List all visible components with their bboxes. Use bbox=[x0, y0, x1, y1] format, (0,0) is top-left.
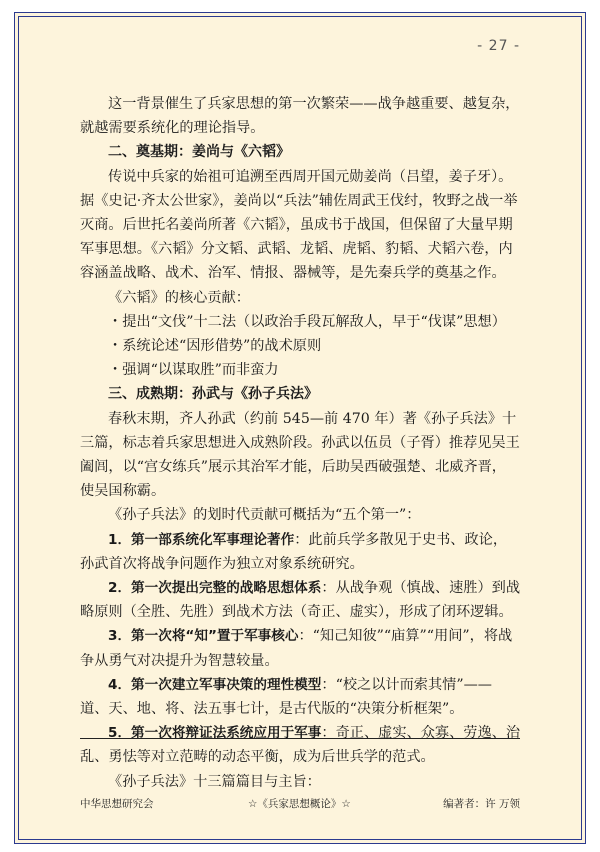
footer-book-title: ☆《兵家思想概论》☆ bbox=[248, 798, 351, 810]
numbered-item-title: 2．第一次提出完整的战略思想体系 bbox=[108, 580, 322, 597]
numbered-item-text: ：“校之以计而索其情”——道、天、地、将、法五事七计，是古代版的“决策分析框架”。 bbox=[80, 676, 492, 718]
footer-author: 编著者：许 万领 bbox=[443, 798, 520, 810]
paragraph-liutao-contrib: 《六韬》的核心贡献： bbox=[108, 289, 250, 306]
numbered-item-title: 5．第一次将辩证法系统应用于军事 bbox=[108, 725, 322, 742]
bullet-item: ・强调“以谋取胜”而非蛮力 bbox=[108, 362, 279, 379]
numbered-item-1 bbox=[80, 528, 520, 576]
numbered-item-2 bbox=[80, 576, 520, 624]
paragraph-intro: 这一背景催生了兵家思想的第一次繁荣——战争越重要、越复杂，就越需要系统化的理论指导。 bbox=[80, 96, 520, 137]
numbered-item-5 bbox=[80, 721, 520, 769]
section-heading-3: 三、成熟期：孙武与《孙子兵法》 bbox=[108, 386, 318, 403]
numbered-item-text: ：此前兵学多散见于史书、政论，孙武首次将战争问题作为独立对象系统研究。 bbox=[80, 531, 508, 572]
numbered-item-text: ：从战争观（慎战、速胜）到战略原则（全胜、先胜）到战术方法（奇正、虚实），形成了闭环逻辑。 bbox=[80, 580, 521, 621]
divider-line bbox=[80, 738, 520, 739]
numbered-item-text: ：“知己知彼”“庙算”“用间”，将战争从勇气对决提升为智慧较量。 bbox=[80, 628, 513, 669]
bullet-item: ・提出“文伐”十二法（以政治手段瓦解敌人，早于“伐谋”思想） bbox=[108, 313, 506, 330]
paragraph-five-firsts: 《孙子兵法》的划时代贡献可概括为“五个第一”： bbox=[108, 507, 421, 524]
numbered-item-title: 4．第一次建立军事决策的理性模型 bbox=[108, 676, 322, 693]
page-number: - 27 - bbox=[477, 38, 520, 54]
numbered-item-text: ：奇正、虚实、众寡、劳逸、治乱、勇怯等对立范畴的动态平衡，成为后世兵学的范式。 bbox=[80, 725, 521, 766]
numbered-item-4 bbox=[80, 673, 520, 721]
paragraph-jiangshang: 传说中兵家的始祖可追溯至西周开国元勋姜尚（吕望，姜子牙）。据《史记·齐太公世家》，姜尚以“兵法”辅佐周武王伐纣，牧野之战一举灭商。后世托名姜尚所著《六韬》，虽成书于战国，但保留了大量早期军事思想。《六韬》分文韬、武韬、龙韬、虎韬、豹韬、犬韬六卷，内容涵盖战略、战术、治军、情报、器械等，是先秦兵学的奠基之作。 bbox=[80, 168, 518, 282]
numbered-item-3 bbox=[80, 624, 520, 672]
footer-organization: 中华思想研究会 bbox=[80, 798, 154, 810]
body-text bbox=[80, 92, 520, 794]
section-heading-2: 二、奠基期：姜尚与《六韬》 bbox=[108, 144, 290, 161]
paragraph-thirteen-chapters: 《孙子兵法》十三篇篇目与主旨： bbox=[108, 773, 321, 790]
numbered-item-title: 3．第一次将“知”置于军事核心 bbox=[108, 628, 299, 645]
bullet-item: ・系统论述“因形借势”的战术原则 bbox=[108, 338, 322, 355]
paragraph-sunwu: 春秋末期，齐人孙武（约前 545—前 470 年）著《孙子兵法》十三篇，标志着兵家思想进入成熟阶段。孙武以伍员（子胥）推荐见吴王阖闾，以“宫女练兵”展示其治军才能，后助吴西破强楚、北威齐晋，使吴国称霸。 bbox=[80, 410, 520, 500]
numbered-item-title: 1．第一部系统化军事理论著作 bbox=[108, 531, 295, 548]
